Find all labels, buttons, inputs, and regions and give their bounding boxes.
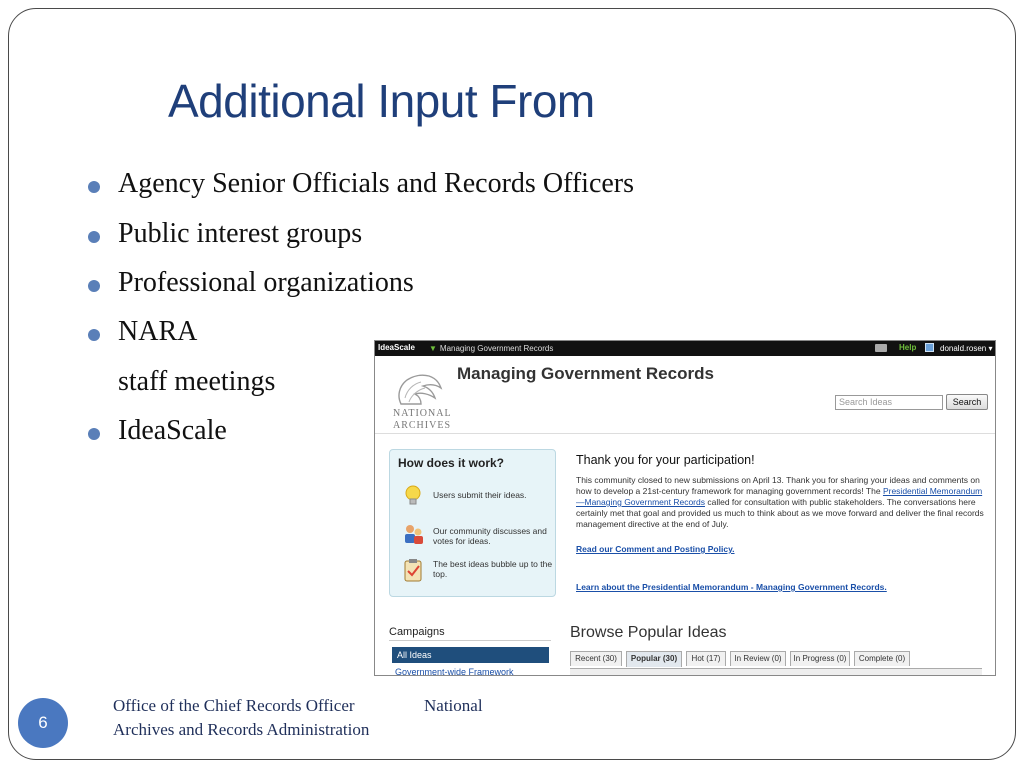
logo-line2: ARCHIVES bbox=[393, 420, 452, 431]
logo-line1: NATIONAL bbox=[393, 408, 452, 419]
breadcrumb-label: Managing Government Records bbox=[439, 344, 554, 353]
idea-tabs bbox=[570, 651, 982, 669]
tab-in-progress[interactable]: In Progress (0) bbox=[790, 651, 850, 666]
site-title: Managing Government Records bbox=[457, 364, 714, 383]
help-link[interactable]: Help bbox=[899, 343, 917, 352]
mail-icon[interactable] bbox=[875, 344, 887, 352]
tab-in-review[interactable]: In Review (0) bbox=[730, 651, 786, 666]
national-archives-logo[interactable] bbox=[389, 368, 452, 432]
bullet-dot-icon bbox=[88, 280, 100, 292]
bullet-text: NARA bbox=[118, 316, 198, 347]
comment-policy-link[interactable]: Read our Comment and Posting Policy. bbox=[576, 544, 735, 554]
closing-message-part2: called for consultation with public stakeholders. The conversations here certainly met that goal and provided us much to think about as we move forward and deliver the final records management directive at the end of July. bbox=[576, 497, 984, 529]
page-number-badge: 6 bbox=[18, 698, 68, 748]
campaign-government-wide-framework[interactable]: Government-wide Framework bbox=[395, 667, 514, 676]
campaigns-heading: Campaigns bbox=[389, 626, 445, 638]
lightbulb-icon bbox=[402, 484, 424, 508]
bullet-subline: staff meetings bbox=[118, 366, 276, 397]
bullet-text: Professional organizations bbox=[118, 267, 414, 298]
how-step-text: Users submit their ideas. bbox=[433, 490, 527, 500]
user-avatar-icon bbox=[925, 343, 934, 352]
tab-popular[interactable]: Popular (30) bbox=[626, 651, 682, 667]
tab-complete[interactable]: Complete (0) bbox=[854, 651, 910, 666]
search-input[interactable]: Search Ideas bbox=[835, 395, 943, 410]
site-header bbox=[375, 356, 995, 434]
bullet-dot-icon bbox=[88, 181, 100, 193]
search-button[interactable]: Search bbox=[946, 394, 988, 410]
eagle-icon bbox=[391, 368, 443, 408]
tab-recent[interactable]: Recent (30) bbox=[570, 651, 622, 666]
bullet-text: IdeaScale bbox=[118, 415, 227, 446]
tab-content-strip bbox=[570, 669, 982, 676]
browse-heading: Browse Popular Ideas bbox=[570, 624, 727, 641]
footer-text bbox=[113, 694, 483, 742]
user-menu[interactable]: donald.rosen ▾ bbox=[940, 344, 993, 353]
closing-message bbox=[576, 475, 984, 530]
bullet-dot-icon bbox=[88, 428, 100, 440]
thanks-heading: Thank you for your participation! bbox=[576, 453, 755, 467]
how-it-works-panel bbox=[389, 449, 556, 597]
tab-hot[interactable]: Hot (17) bbox=[686, 651, 726, 666]
bullet-text: Public interest groups bbox=[118, 218, 363, 249]
community-breadcrumb[interactable] bbox=[429, 344, 553, 353]
ideascale-topbar bbox=[375, 341, 995, 356]
footer-line1: Office of the Chief Records Officer bbox=[113, 696, 355, 715]
bullet-dot-icon bbox=[88, 231, 100, 243]
footer-line2: Archives and Records Administration bbox=[113, 720, 370, 739]
slide-title: Additional Input From bbox=[168, 75, 595, 127]
campaigns-divider bbox=[389, 640, 551, 641]
bullet-dot-icon bbox=[88, 329, 100, 341]
footer-national: National bbox=[424, 696, 483, 715]
bullet-text: Agency Senior Officials and Records Officers bbox=[118, 168, 635, 199]
how-step-text: The best ideas bubble up to the top. bbox=[433, 559, 553, 579]
community-icon bbox=[402, 522, 424, 546]
campaign-all-ideas[interactable]: All Ideas bbox=[392, 647, 549, 663]
clipboard-check-icon bbox=[402, 558, 424, 582]
how-step-text: Our community discusses and votes for ideas. bbox=[433, 526, 547, 546]
ideascale-brand[interactable]: IdeaScale bbox=[378, 343, 415, 352]
closing-message-part1: This community closed to new submissions on April 13. Thank you for sharing your ideas and comments on how to develop a 21st-century framework for managing government records! The bbox=[576, 475, 980, 496]
dropdown-triangle-icon: ▼ bbox=[429, 344, 437, 353]
ideascale-screenshot bbox=[374, 340, 996, 676]
how-it-works-title: How does it work? bbox=[398, 456, 505, 470]
presidential-memorandum-link[interactable]: Presidential Memorandum—Managing Government Records bbox=[576, 486, 983, 507]
learn-memorandum-link[interactable]: Learn about the Presidential Memorandum - Managing Government Records. bbox=[576, 582, 887, 592]
